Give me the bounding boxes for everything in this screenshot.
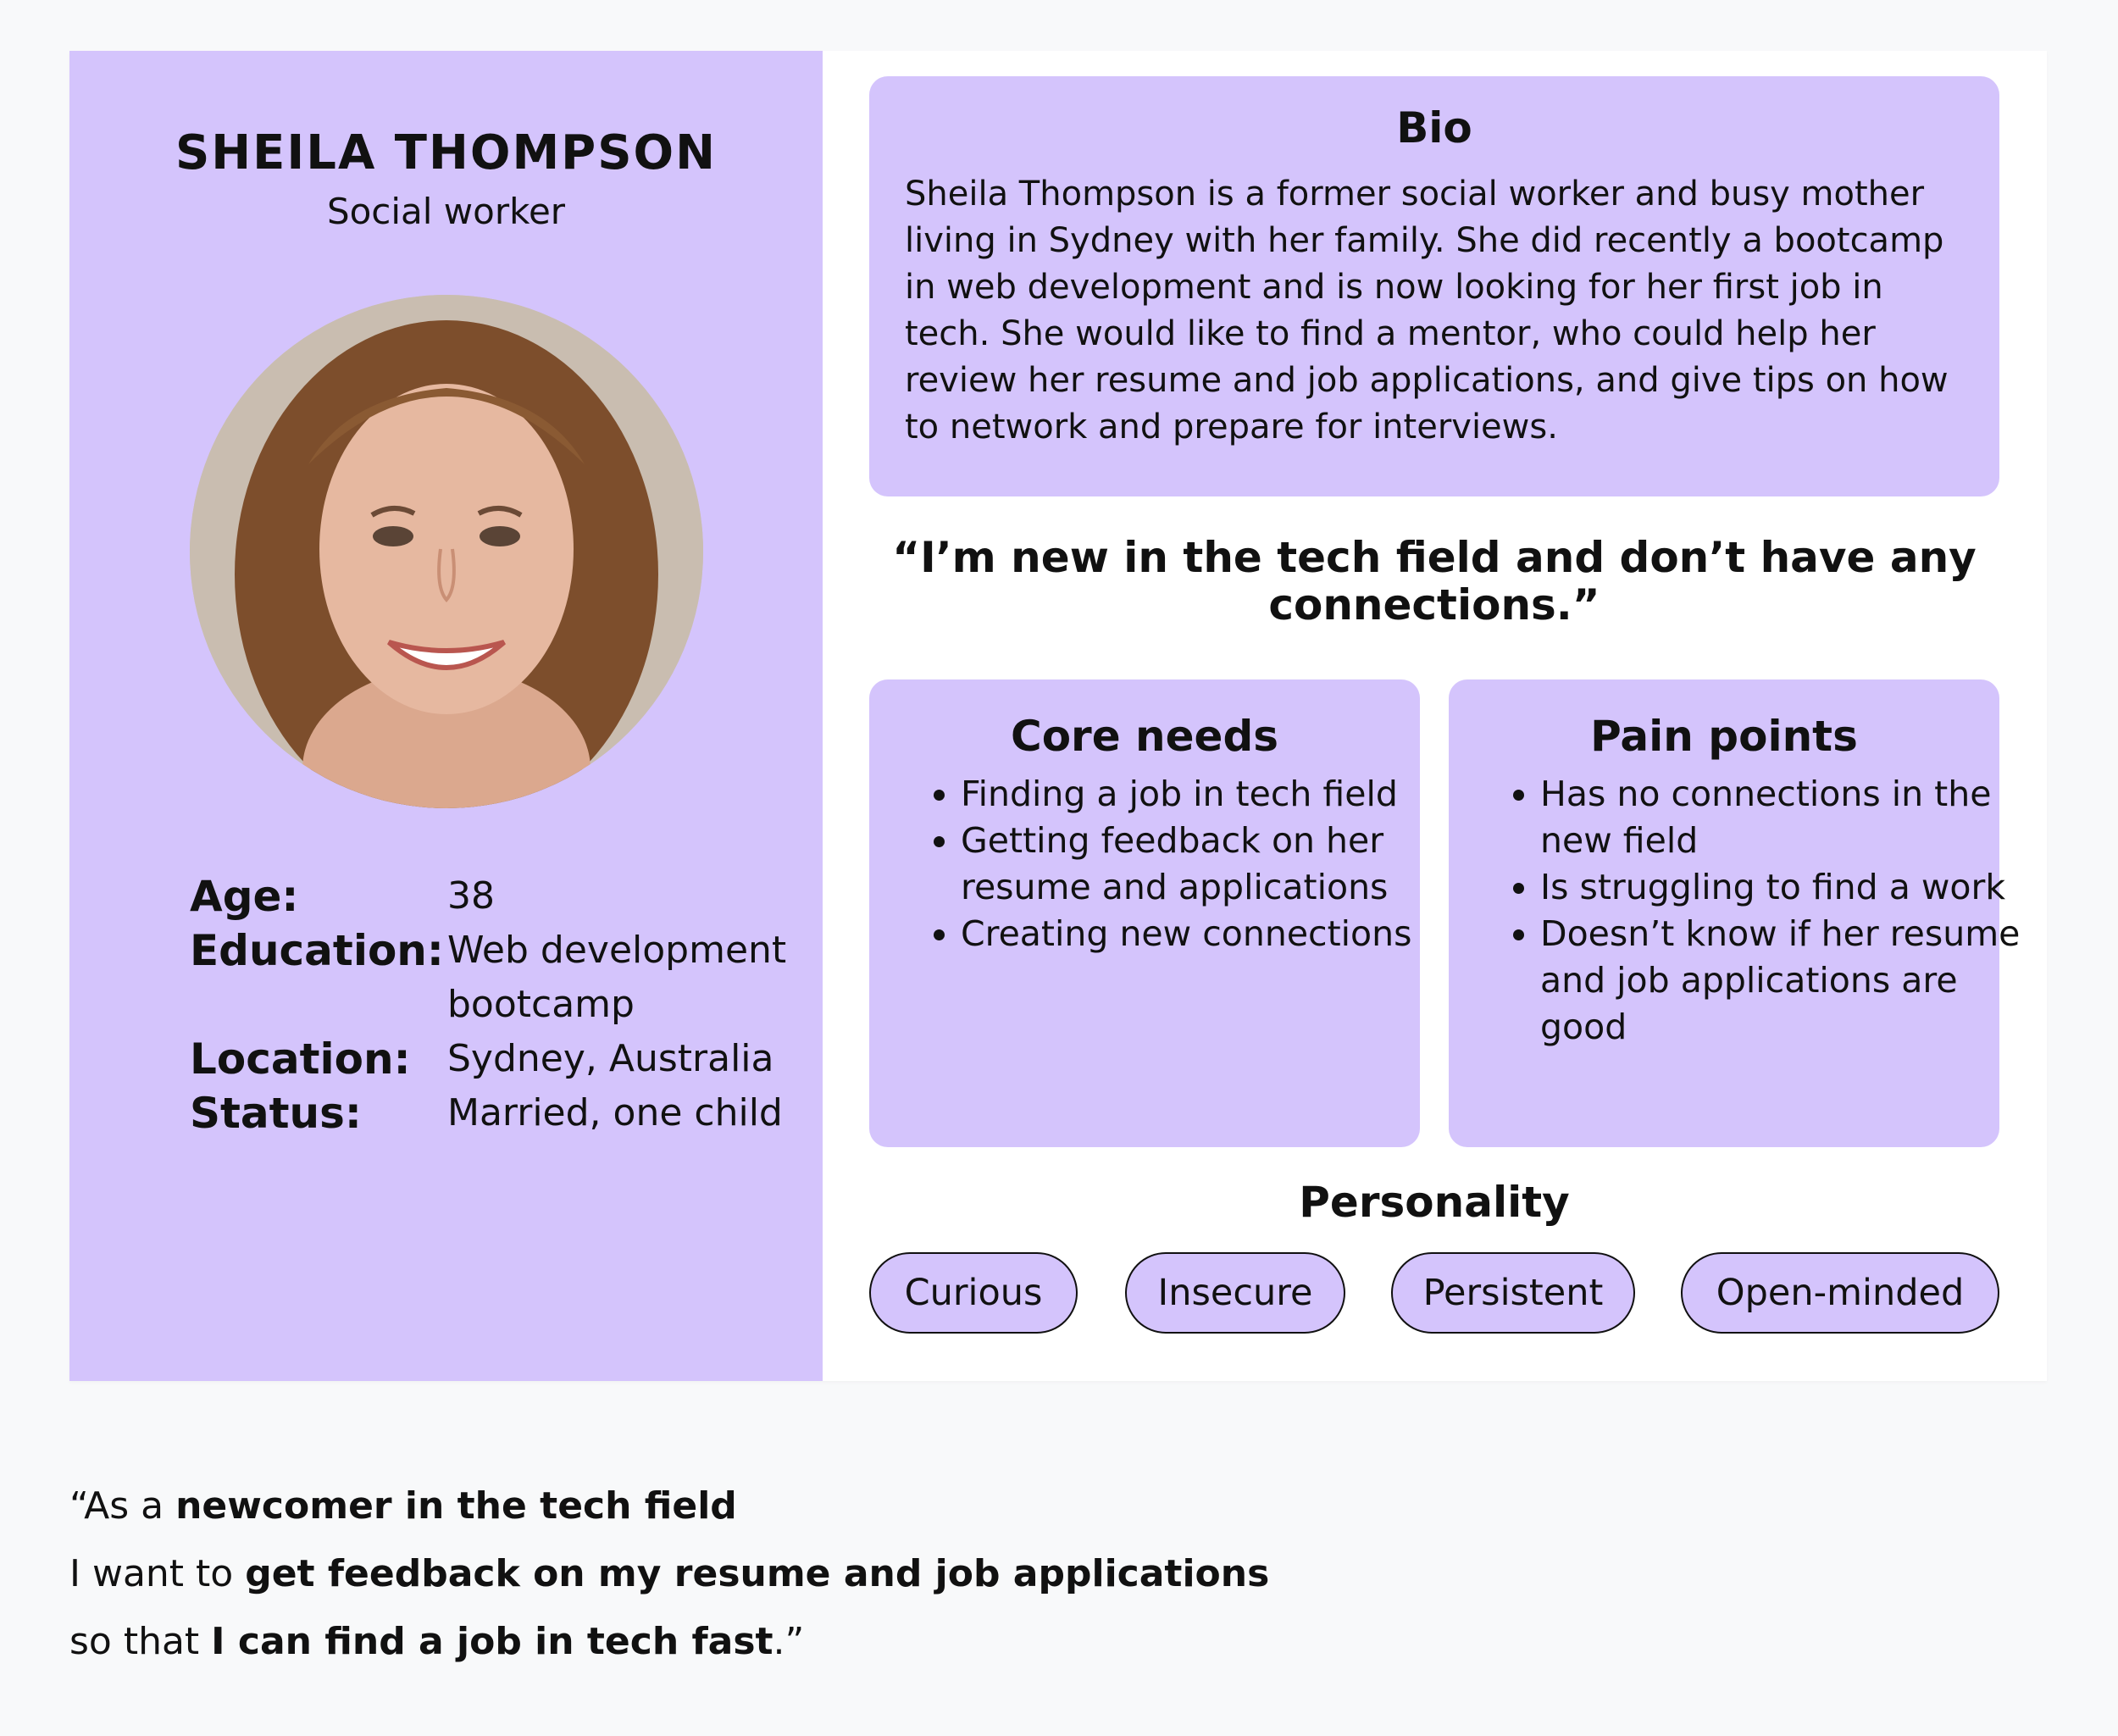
user-story [69, 1473, 1764, 1676]
persona-role: Social worker [326, 191, 566, 232]
detail-label: Education: [190, 926, 444, 975]
list-item: • Creating new connections [961, 911, 1452, 957]
list-item: • Getting feedback on her resume and applications [961, 818, 1452, 911]
persona-details [190, 869, 817, 1140]
story-text: .” [773, 1620, 805, 1663]
story-emphasis: get feedback on my resume and job applications [245, 1552, 1270, 1595]
trait-pill-persistent: Persistent [1391, 1252, 1635, 1334]
list-item: • Is struggling to find a work [1540, 864, 2032, 911]
personality-title: Personality [1299, 1178, 1570, 1227]
user-story-line-3 [69, 1608, 1764, 1676]
detail-value: Married, one child [447, 1091, 783, 1134]
list-item: • Finding a job in tech field [961, 771, 1452, 818]
story-text: I want to [69, 1552, 246, 1595]
detail-label: Status: [190, 1089, 362, 1138]
detail-row-age [190, 869, 817, 923]
trait-pill-insecure: Insecure [1125, 1252, 1345, 1334]
story-emphasis: newcomer in the tech field [175, 1484, 737, 1528]
profile-panel [69, 51, 823, 1381]
detail-value: Sydney, Australia [447, 1037, 774, 1080]
persona-name: SHEILA THOMPSON [175, 125, 718, 180]
pain-points-title: Pain points [1590, 712, 1858, 761]
detail-row-location [190, 1032, 817, 1086]
bio-text: Sheila Thompson is a former social worker and busy mother living in Sydney with her family. She did recently a bootcamp in web development and is now looking for her first job in tech. She would like to find a mentor, who could help her review her resume and job applications, and give tips on how to network and prepare for interviews. [905, 175, 1949, 446]
persona-quote: “I’m new in the tech field and don’t have any connections.” [892, 533, 1977, 630]
avatar [190, 295, 703, 808]
bio-title: Bio [1396, 103, 1472, 153]
detail-value: Web development bootcamp [447, 929, 787, 1026]
core-needs-section [869, 679, 1420, 1147]
detail-label: Age: [190, 872, 299, 921]
pain-points-section [1449, 679, 2021, 1147]
persona-card [69, 51, 2047, 1381]
avatar-portrait-icon [190, 295, 703, 808]
bio-section [869, 76, 1999, 496]
core-needs-list [910, 771, 1452, 957]
pain-points-list [1489, 771, 2032, 1051]
detail-value: 38 [447, 874, 495, 918]
detail-label: Location: [190, 1034, 411, 1084]
trait-pill-curious: Curious [869, 1252, 1078, 1334]
detail-row-education [190, 923, 817, 1032]
user-story-line-2 [69, 1540, 1764, 1608]
list-item: • Doesn’t know if her resume and job applications are good [1540, 911, 2032, 1051]
list-item: • Has no connections in the new field [1540, 771, 2032, 864]
user-story-line-1 [69, 1473, 1764, 1540]
story-emphasis: I can find a job in tech fast [211, 1620, 773, 1663]
detail-row-status [190, 1086, 817, 1140]
story-text: so that [69, 1620, 212, 1663]
core-needs-title: Core needs [1011, 712, 1278, 761]
trait-pill-open-minded: Open-minded [1681, 1252, 1999, 1334]
story-text: “As a [69, 1484, 176, 1528]
